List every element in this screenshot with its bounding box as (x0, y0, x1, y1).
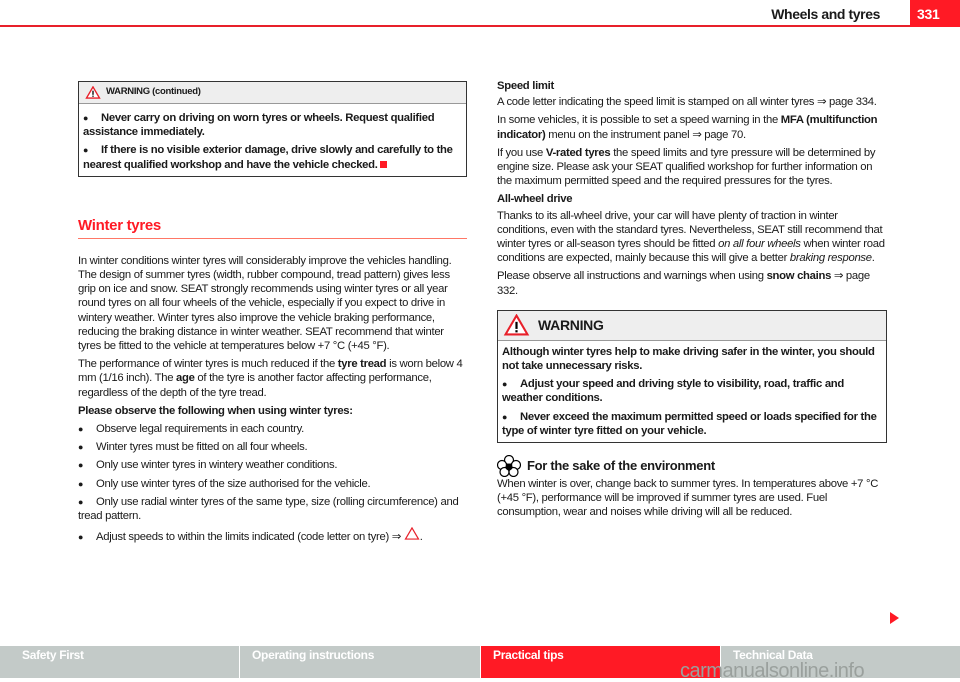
header-rule (0, 25, 960, 27)
watermark: carmanualsonline.info (680, 660, 865, 682)
paragraph: In some vehicles, it is possible to set a speed warning in the MFA (multifunction indicator) menu on the instrument panel ⇒ page 70. (497, 114, 878, 141)
list-item: ● Adjust speeds to within the limits indicated (code letter on tyre) ⇒ . (78, 527, 467, 544)
flower-icon (497, 455, 521, 477)
subheading: All-wheel drive (497, 193, 573, 206)
paragraph: In winter conditions winter tyres will considerably improve the vehicles handling. The design of summer tyres (width, rubber compound, tread pattern) gives less grip on ice and snow. SEAT strongly recommends using winter tyres or all year round tyres on all four wheels of the vehicle, especially if you expect to drive in wintery weather. Winter tyres also improve the vehicle braking performance, reducing the braking distance in winter weather. SEAT recommend that winter tyres be fitted to the vehicle at temperatures below +7 °C (+45 °F). (78, 254, 452, 353)
list-item: ● Winter tyres must be fitted on all four wheels. (78, 440, 467, 454)
right-column (497, 79, 887, 524)
warning-item: ● Never exceed the maximum permitted speed or loads specified for the type of winter tyre fitted on your vehicle. (502, 410, 882, 438)
warning-triangle-icon (85, 86, 101, 99)
left-column (78, 81, 467, 548)
paragraph: Thanks to its all-wheel drive, your car will have plenty of traction in winter conditions, even with the standard tyres. Nevertheless, SEAT still recommend that winter tyres or all-season tyres should be fitted on all four wheels when winter road conditions are expected, mainly because this will give a better braking response. (497, 209, 885, 265)
list-item: ● Only use radial winter tyres of the same type, size (rolling circumference) and tread pattern. (78, 495, 467, 523)
page-number: 331 (910, 0, 960, 27)
warning-title: WARNING (continued) (106, 86, 201, 98)
paragraph: If you use V-rated tyres the speed limits and tyre pressure will be determined by engine size. Please ask your SEAT qualified workshop for further information on the maximum permitted speed and the required pressures for the tyres. (497, 146, 876, 188)
section-heading: Winter tyres (78, 217, 467, 239)
warning-item: ● Adjust your speed and driving style to visibility, road, traffic and weather conditions. (502, 377, 882, 405)
paragraph: Please observe all instructions and warnings when using snow chains ⇒ page 332. (497, 270, 870, 297)
warning-triangle-icon[interactable] (404, 527, 420, 540)
warning-triangle-icon (503, 314, 530, 336)
paragraph: A code letter indicating the speed limit is stamped on all winter tyres ⇒ page 334. (497, 96, 877, 109)
tab-operating-instructions[interactable]: Operating instructions (240, 646, 481, 678)
next-page-arrow-icon[interactable] (890, 612, 899, 624)
list-item: ● Observe legal requirements in each country. (78, 422, 467, 436)
warning-continued-box (78, 81, 467, 177)
environment-heading: For the sake of the environment (497, 455, 887, 477)
warning-box (497, 310, 887, 443)
list-item: ● Only use winter tyres of the size authorised for the vehicle. (78, 477, 467, 491)
chapter-title: Wheels and tyres (771, 6, 880, 22)
paragraph: The performance of winter tyres is much reduced if the tyre tread is worn below 4 mm (1/16 inch). The age of the tyre is another factor affecting performance, regardless of the depth of the tyre tread. (78, 358, 463, 399)
warning-title: WARNING (538, 317, 604, 334)
end-mark-icon (380, 161, 387, 168)
list-title: Please observe the following when using winter tyres: (78, 404, 353, 417)
tab-practical-tips[interactable]: Practical tips (481, 646, 720, 678)
warning-item: ● Never carry on driving on worn tyres or wheels. Request qualified assistance immediately. (83, 111, 462, 139)
paragraph: When winter is over, change back to summer tyres. In temperatures above +7 °C (+45 °F), performance will be improved if summer tyres are used. Fuel consumption, wear and noises while driving will all be reduced. (497, 478, 879, 519)
tab-technical-data[interactable]: Technical Data (720, 646, 960, 678)
warning-item: ● If there is no visible exterior damage, drive slowly and carefully to the nearest qualified workshop and have the vehicle checked. (83, 143, 462, 171)
subheading: Speed limit (497, 80, 554, 92)
tab-safety-first[interactable]: Safety First (0, 646, 240, 678)
list-item: ● Only use winter tyres in wintery weather conditions. (78, 458, 467, 472)
warning-intro: Although winter tyres help to make driving safer in the winter, you should not take unnecessary risks. (502, 345, 875, 373)
